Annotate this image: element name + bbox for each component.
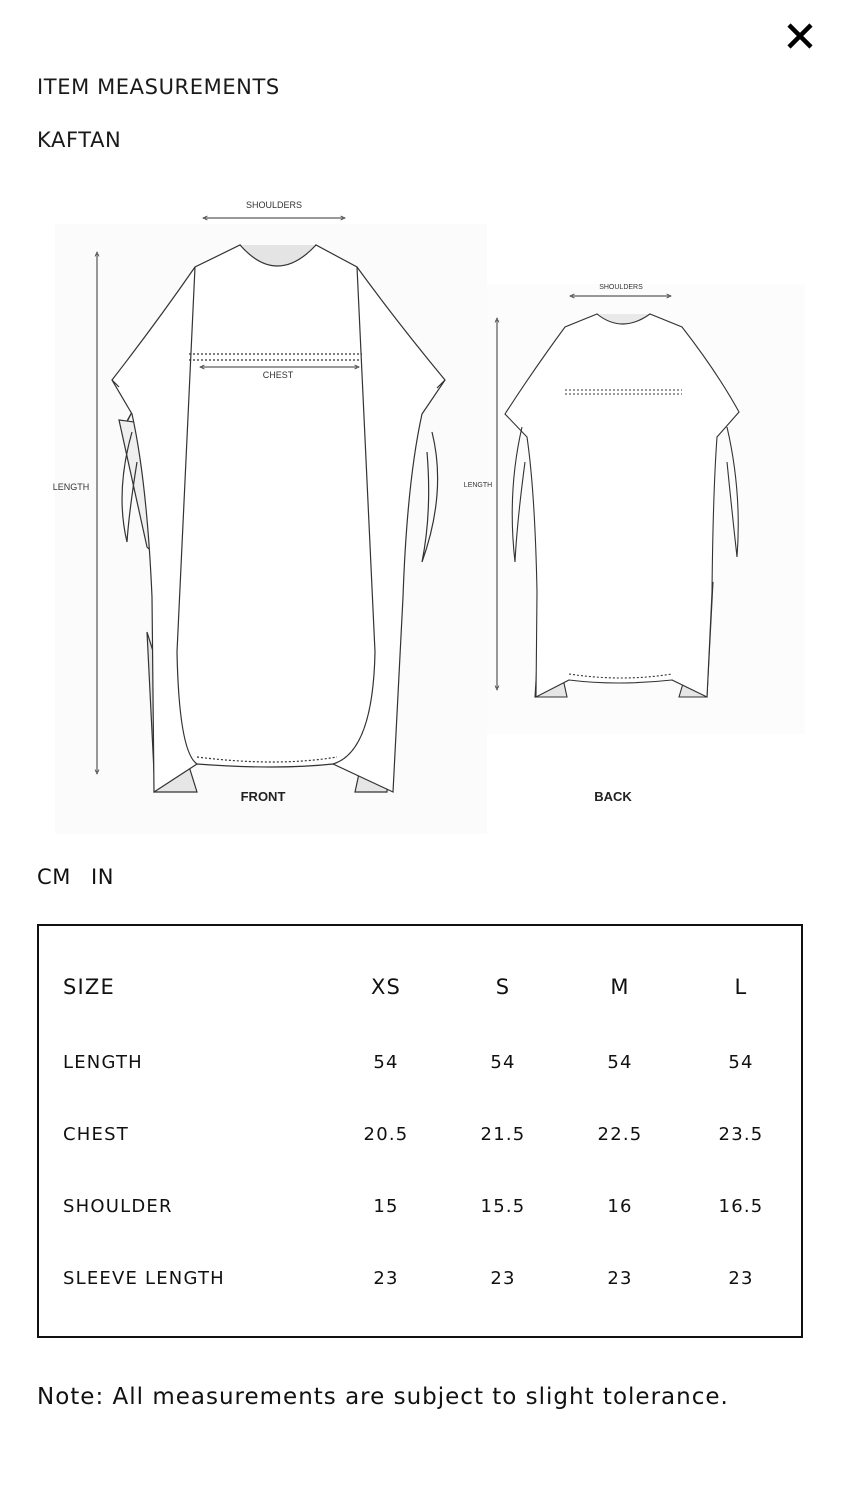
- row-value: 54: [373, 1052, 399, 1073]
- page-title: ITEM MEASUREMENTS: [37, 75, 280, 99]
- table-header-row: [39, 972, 801, 1002]
- tolerance-note: Note: All measurements are subject to slight tolerance.: [37, 1384, 729, 1410]
- row-label: CHEST: [63, 1124, 129, 1145]
- row-value: 23: [490, 1268, 516, 1289]
- kaftan-diagram: [37, 192, 805, 837]
- row-value: 22.5: [597, 1124, 643, 1145]
- row-value: 54: [728, 1052, 754, 1073]
- header-m: M: [610, 975, 630, 999]
- kaftan-illustration: [37, 192, 805, 837]
- row-value: 20.5: [363, 1124, 409, 1145]
- table-row: [39, 1192, 801, 1222]
- row-value: 23: [607, 1268, 633, 1289]
- header-xs: XS: [370, 975, 402, 999]
- front-garment: [112, 245, 445, 792]
- row-value: 15: [373, 1196, 399, 1217]
- close-icon: [786, 22, 814, 50]
- table-row: [39, 1048, 801, 1078]
- product-name: KAFTAN: [37, 128, 122, 152]
- unit-cm-button[interactable]: CM: [37, 865, 71, 889]
- front-length-label: LENGTH: [52, 482, 90, 492]
- front-shoulders-label: SHOULDERS: [245, 200, 303, 210]
- back-length-label: LENGTH: [463, 482, 493, 489]
- row-label: SHOULDER: [63, 1196, 173, 1217]
- table-row: [39, 1120, 801, 1150]
- row-value: 15.5: [480, 1196, 526, 1217]
- back-garment: [505, 314, 739, 697]
- close-button[interactable]: [782, 18, 818, 54]
- row-value: 54: [607, 1052, 633, 1073]
- front-view-label: FRONT: [240, 789, 286, 804]
- unit-toggle: [37, 865, 114, 889]
- row-value: 23: [728, 1268, 754, 1289]
- header-s: S: [495, 975, 511, 999]
- row-label: LENGTH: [63, 1052, 143, 1073]
- table-row: [39, 1264, 801, 1294]
- row-value: 54: [490, 1052, 516, 1073]
- row-value: 16: [607, 1196, 633, 1217]
- back-view-label: BACK: [594, 789, 632, 804]
- row-value: 21.5: [480, 1124, 526, 1145]
- unit-in-button[interactable]: IN: [90, 865, 115, 889]
- header-l: L: [734, 975, 748, 999]
- back-shoulders-label: SHOULDERS: [599, 284, 643, 291]
- header-size: SIZE: [63, 975, 115, 999]
- row-value: 16.5: [718, 1196, 764, 1217]
- row-value: 23: [373, 1268, 399, 1289]
- row-label: SLEEVE LENGTH: [63, 1268, 225, 1289]
- size-table: [37, 924, 803, 1338]
- row-value: 23.5: [718, 1124, 764, 1145]
- front-chest-label: CHEST: [262, 370, 294, 380]
